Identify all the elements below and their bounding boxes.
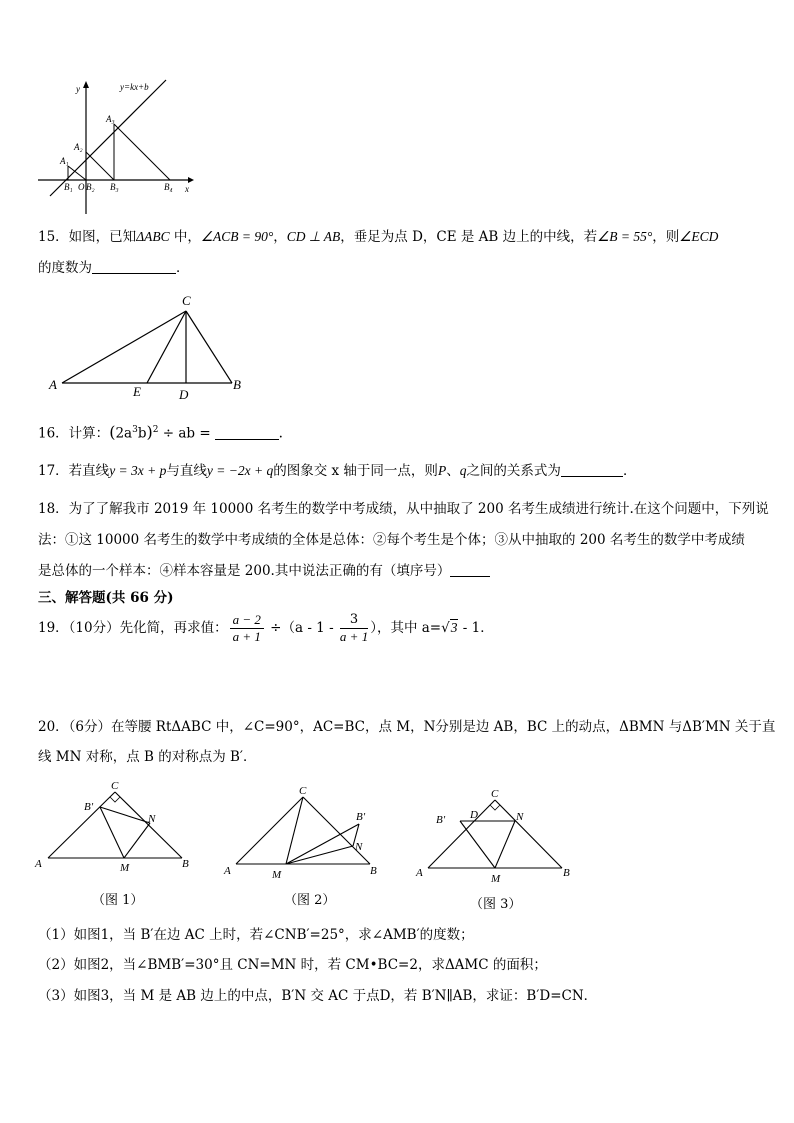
svg-text:y: y: [76, 84, 80, 94]
q15-line2: 的度数为 ．: [38, 260, 190, 276]
svg-text:A: A: [35, 858, 42, 870]
segment-a2b3: [86, 152, 114, 180]
svg-text:A₃: A₃: [106, 114, 115, 124]
svg-text:N: N: [355, 841, 363, 853]
segment-a3b4: [114, 124, 170, 180]
fig20-1: [34, 778, 196, 878]
svg-text:B₄: B₄: [164, 182, 173, 192]
fig3-caption: （图 3）: [470, 897, 522, 912]
svg-text:C: C: [491, 788, 499, 800]
svg-text:B′: B′: [436, 814, 446, 826]
answer-blank[interactable]: [561, 463, 623, 477]
fig15-triangle: [44, 292, 254, 402]
fig20-2: [222, 782, 392, 882]
line-label: y=kx+b: [120, 82, 149, 92]
fraction-2: $\frac{3}{a + 1}$: [339, 612, 369, 644]
q20-part3: （3）如图3，当 M 是 AB 边上的中点，B′N 交 AC 于点D，若 B′N∥AB，求证：B′D=CN．: [38, 988, 598, 1004]
svg-text:B₁: B₁: [64, 182, 73, 192]
svg-text:B: B: [233, 377, 241, 392]
svg-text:x: x: [185, 184, 189, 194]
fig20-3: [412, 782, 582, 882]
svg-text:O: O: [78, 182, 85, 192]
q20-part2: （2）如图2，当∠BMB′=30°且 CN=MN 时，若 CM•BC=2，求ΔAMC 的面积；: [38, 957, 547, 973]
fig14-graph: [36, 78, 196, 216]
answer-blank[interactable]: [450, 563, 490, 577]
svg-text:B′: B′: [84, 801, 94, 813]
svg-text:A: A: [416, 867, 423, 879]
q17: 17．若直线y = 3x + p与直线y = −2x + q的图象交 x 轴于同一点，则P、q之间的关系式为 ．: [38, 463, 637, 479]
svg-text:D: D: [470, 809, 478, 821]
svg-text:B₃: B₃: [110, 182, 119, 192]
svg-text:B′: B′: [356, 811, 366, 823]
answer-blank[interactable]: [92, 260, 176, 274]
svg-text:B: B: [563, 867, 570, 879]
svg-text:A: A: [49, 377, 57, 392]
q16: 16．计算：$(2a^3b)^2$ ÷ ab = .: [38, 422, 283, 442]
fig2-caption: （图 2）: [284, 893, 336, 908]
svg-text:N: N: [148, 813, 156, 825]
q20-line2: 线 MN 对称，点 B 的对称点为 B′．: [38, 749, 257, 765]
svg-text:M: M: [491, 873, 501, 882]
q18-line2: 法：①这 10000 名考生的数学中考成绩的全体是总体：②每个考生是个体；③从中抽取的 200 名考生的数学中考成绩: [38, 532, 745, 548]
svg-text:C: C: [299, 785, 307, 797]
fig1-caption: （图 1）: [92, 893, 144, 908]
svg-text:A: A: [224, 865, 231, 877]
svg-text:C: C: [111, 780, 119, 792]
svg-text:N: N: [516, 811, 524, 823]
section-heading: 三、解答题(共 66 分): [38, 590, 174, 606]
svg-text:M: M: [120, 862, 130, 874]
svg-text:B: B: [182, 858, 189, 870]
svg-text:B: B: [370, 865, 377, 877]
svg-text:E: E: [133, 384, 141, 399]
svg-text:A₁: A₁: [60, 156, 69, 166]
fraction-1: $\frac{a - 2}{a + 1}$: [230, 612, 264, 645]
q19: 19．（10分）先化简，再求值： $\frac{a - 2}{a + 1}$ ÷（a - 1 - $\frac{3}{a + 1}$ ），其中 a=√3 - 1．: [38, 612, 494, 644]
q18-line3: 是总体的一个样本：④样本容量是 200.其中说法正确的有（填序号）: [38, 562, 490, 580]
svg-text:B₂: B₂: [86, 182, 95, 192]
q20-line1: 20．（6分）在等腰 RtΔABC 中，∠C=90°，AC=BC，点 M，N分别是边 AB，BC 上的动点，ΔBMN 与ΔB′MN 关于直: [38, 719, 776, 735]
q15-line1: 15．如图，已知ΔABC 中，∠ACB = 90°，CD ⊥ AB，垂足为点 D，CE 是 AB 边上的中线，若∠B = 55°，则∠ECD: [38, 229, 719, 245]
answer-blank[interactable]: [215, 426, 279, 440]
svg-text:M: M: [272, 869, 282, 881]
q20-part1: （1）如图1，当 B′在边 AC 上时，若∠CNB′=25°，求∠AMB′的度数；: [38, 927, 474, 943]
line-kx-b: [50, 80, 166, 196]
svg-text:A₂: A₂: [74, 142, 83, 152]
svg-text:D: D: [179, 387, 189, 402]
q18-line1: 18．为了了解我市 2019 年 10000 名考生的数学中考成绩，从中抽取了 200 名考生成绩进行统计.在这个问题中，下列说: [38, 501, 769, 517]
svg-text:C: C: [182, 293, 191, 308]
